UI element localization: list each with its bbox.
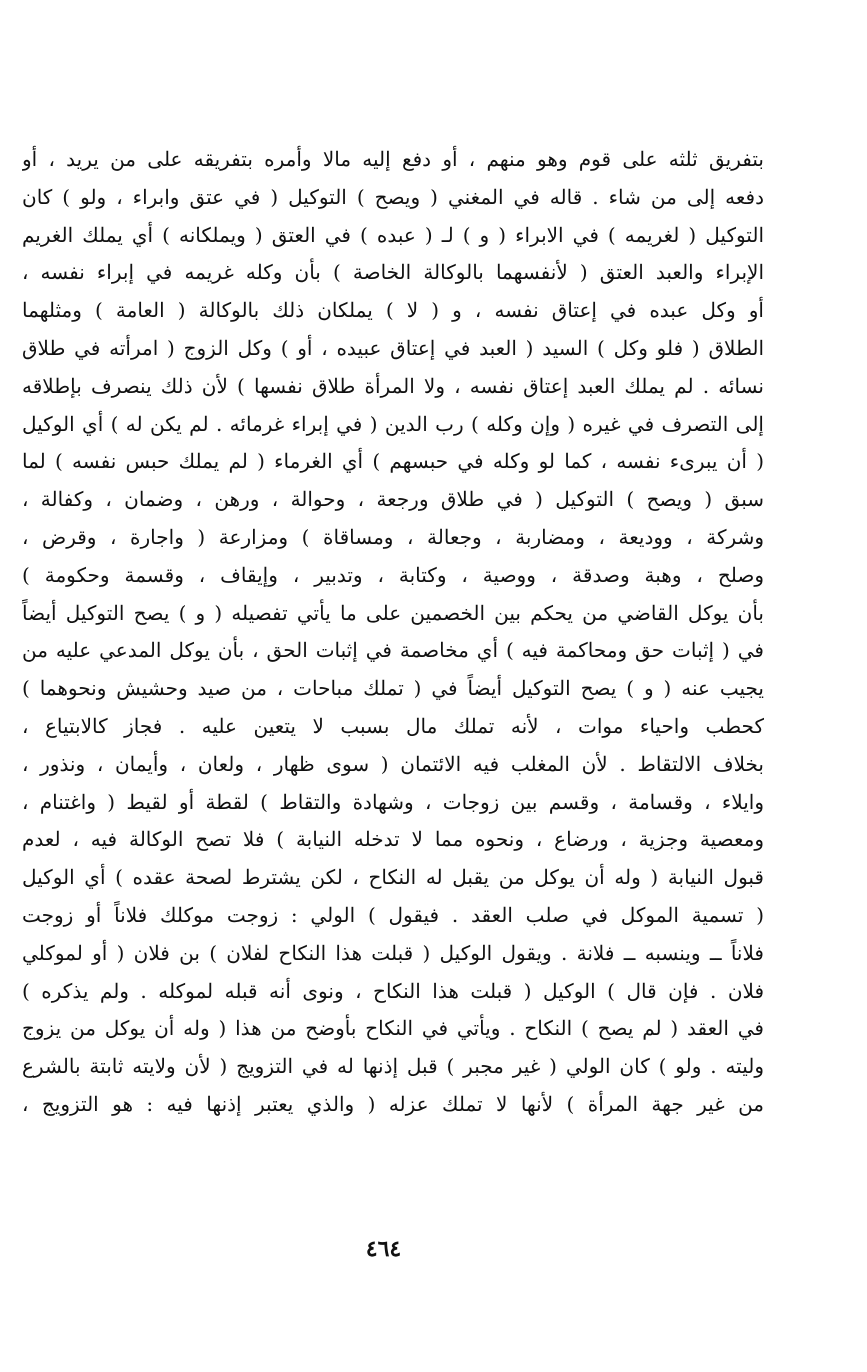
text-line: وليته . ولو ) كان الولي ( غير مجبر ) قبل إذنها له في التزويج ( لأن ولايته ثابتة بالشرع	[22, 1054, 764, 1079]
text-line: ( تسمية الموكل في صلب العقد . فيقول ) الولي : زوجت موكلك فلاناً أو زوجت	[22, 902, 764, 927]
text-line: ( أن يبرىء نفسه ، كما لو وكله في حبسهم ) أي الغرماء ( لم يملك حبس نفسه ) لما	[22, 449, 764, 474]
page-number: ٤٦٤	[365, 1236, 402, 1262]
text-line: التوكيل ( لغريمه ) في الابراء ( و ) لـ ( عبده ) في العتق ( ويملكانه ) أي يملك الغريم	[22, 222, 764, 247]
text-line: أو وكل عبده في إعتاق نفسه ، و ( لا ) يملكان ذلك بالوكالة ( العامة ) ومثلهما	[22, 298, 764, 323]
text-line: بأن يوكل القاضي من يحكم بين الخصمين على ما يأتي تفصيله ( و ) يصح التوكيل أيضاً	[22, 600, 764, 625]
text-line: وايلاء ، وقسامة ، وقسم بين زوجات ، وشهادة والتقاط ) لقطة أو لقيط ( واغتنام ،	[22, 789, 764, 814]
text-line: في ( إثبات حق ومحاكمة فيه ) أي مخاصمة في إثبات الحق ، بأن يوكل المدعي عليه من	[22, 638, 764, 663]
text-line: وشركة ، ووديعة ، ومضاربة ، وجعالة ، ومساقاة ) ومزارعة ( واجارة ، وقرض ،	[22, 524, 764, 549]
body-text	[22, 141, 764, 1124]
text-line: نسائه . لم يملك العبد إعتاق نفسه ، ولا المرأة طلاق نفسها ) لأن ذلك ينصرف بإطلاقه	[22, 373, 764, 398]
text-line: إلى التصرف في غيره ( وإن وكله ) رب الدين ( في إبراء غرمائه . لم يكن له ) أي الوكيل	[22, 411, 764, 436]
text-line: يجيب عنه ( و ) يصح التوكيل أيضاً في ( تملك مباحات ، من صيد وحشيش ونحوهما )	[22, 676, 764, 701]
text-line: الطلاق ( فلو وكل ) السيد ( العبد في إعتاق عبيده ، أو ) وكل الزوج ( امرأته في طلاق	[22, 335, 764, 360]
text-line: بخلاف الالتقاط . لأن المغلب فيه الائتمان ( سوى ظهار ، ولعان ، وأيمان ، ونذور ،	[22, 751, 764, 776]
text-line: فلان . فإن قال ) الوكيل ( قبلت هذا النكاح ، ونوى أنه قبله لموكله . ولم يذكره )	[22, 978, 764, 1003]
text-line: فلاناً ــ وينسبه ــ فلانة . ويقول الوكيل ( قبلت هذا النكاح لفلان ) بن فلان ( أو لموكلي	[22, 940, 764, 965]
text-line: ومعصية وجزية ، ورضاع ، ونحوه مما لا تدخله النيابة ) فلا تصح الوكالة فيه ، لعدم	[22, 827, 764, 852]
text-line: وصلح ، وهبة وصدقة ، ووصية ، وكتابة ، وتدبير ، وإيقاف ، وقسمة وحكومة )	[22, 562, 764, 587]
text-line: كحطب واحياء موات ، لأنه تملك مال بسبب لا يتعين عليه . فجاز كالابتياع ،	[22, 713, 764, 738]
text-line: الإبراء والعبد العتق ( لأنفسهما بالوكالة الخاصة ) بأن وكله غريمه في إبراء نفسه ،	[22, 260, 764, 285]
text-line: دفعه إلى من شاء . قاله في المغني ( ويصح ) التوكيل ( في عتق وابراء ، ولو ) كان	[22, 184, 764, 209]
text-line: قبول النيابة ( وله أن يوكل من يقبل له النكاح ، لكن يشترط لصحة عقده ) أي الوكيل	[22, 865, 764, 890]
text-line: بتفريق ثلثه على قوم وهو منهم ، أو دفع إليه مالا وأمره بتفريقه على من يريد ، أو	[22, 147, 764, 171]
text-line: سبق ( ويصح ) التوكيل ( في طلاق ورجعة ، وحوالة ، ورهن ، وضمان ، وكفالة ،	[22, 487, 764, 512]
text-line: من غير جهة المرأة ) لأنها لا تملك عزله ( والذي يعتبر إذنها فيه : هو التزويج ،	[22, 1091, 764, 1116]
text-line: في العقد ( لم يصح ) النكاح . ويأتي في النكاح بأوضح من هذا ( وله أن يوكل من يزوج	[22, 1016, 764, 1041]
